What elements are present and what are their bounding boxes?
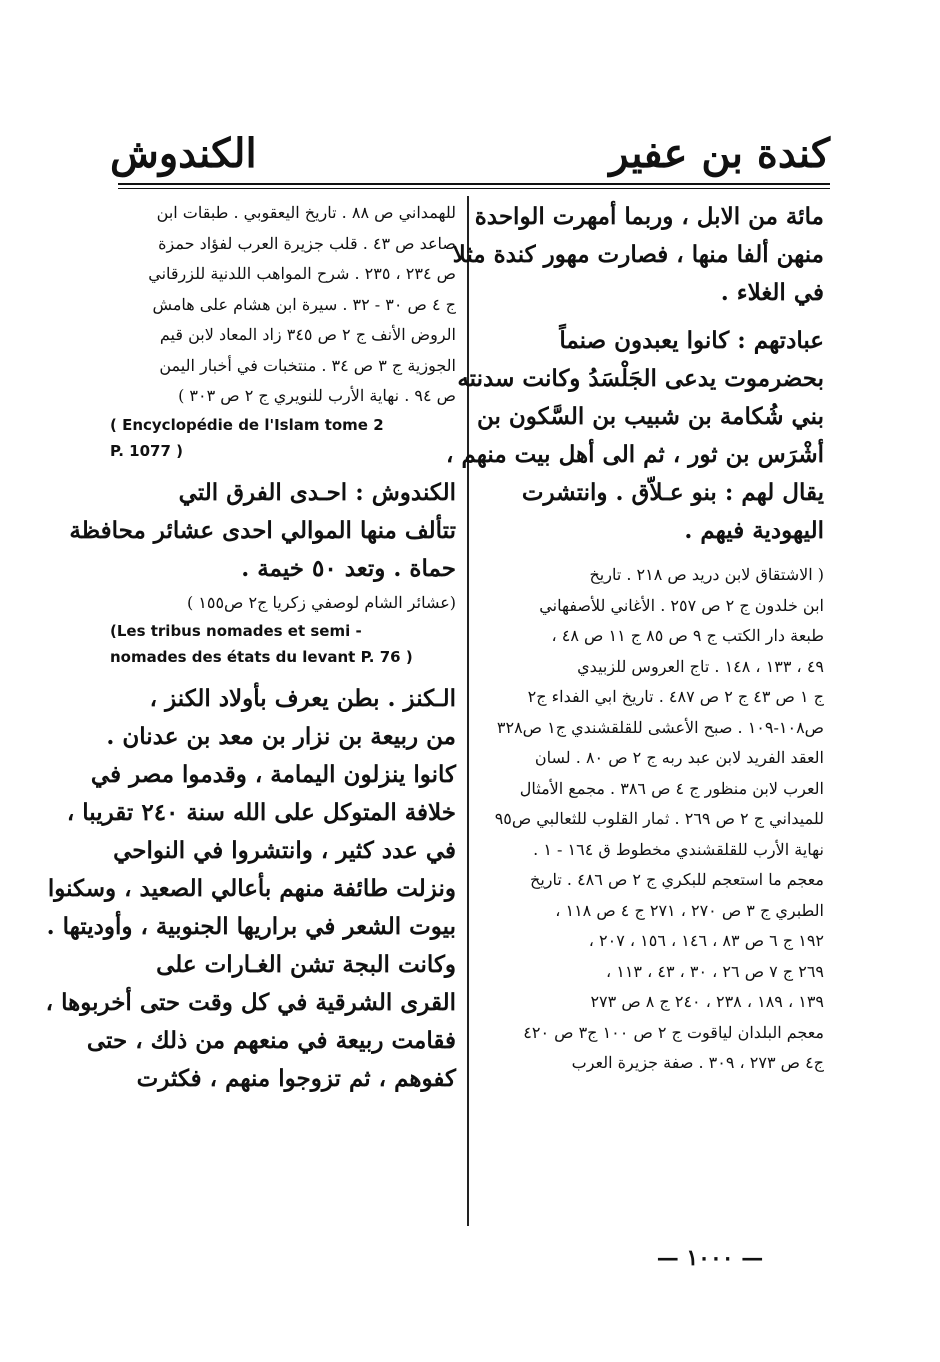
reference-line: ١٣٩ ، ١٨٩ ، ٢٣٨ ، ٢٤٠ ج ٨ ص ٢٧٣ bbox=[590, 992, 824, 1011]
text-line: في الغلاء . bbox=[720, 279, 824, 306]
reference-line: نهاية الأرب للقلقشندي مخطوط ق ١٦٤ - ١ . bbox=[533, 839, 824, 859]
page-number: — ١٠٠٠ — bbox=[656, 1245, 764, 1271]
reference-line: ٢٦٩ ج ٧ ص ٢٦ ، ٣٠ ، ٤٣ ، ١١٣ ، bbox=[605, 961, 824, 981]
reference-line: ابن خلدون ج ٢ ص ٢٥٧ . الأغاني للأصفهاني bbox=[539, 595, 824, 615]
text-line: ونزلت طائفة منهم بأعالي الصعيد ، وسكنوا bbox=[47, 875, 456, 902]
reference-line: صاعد ص ٤٣ . قلب جزيرة العرب لفؤاد حمزة bbox=[158, 233, 456, 253]
text-line: كانوا ينزلون اليمامة ، وقدموا مصر في bbox=[90, 761, 456, 788]
running-head-left-title: الكندوش bbox=[110, 130, 257, 177]
text-line: بني شُكامة بن شبيب بن السَّكون بن bbox=[476, 403, 824, 430]
left-column bbox=[45, 198, 456, 1098]
text-line: من ربيعة بن نزار بن معد بن عدنان . bbox=[106, 723, 456, 750]
text-line: فقامت ربيعة في منعهم من ذلك ، حتى bbox=[86, 1027, 456, 1054]
reference-line: ١٩٢ ج ٦ ص ٨٣ ، ١٤٦ ، ١٥٦ ، ٢٠٧ ، bbox=[588, 931, 824, 950]
text-line: وكانت البجة تشن الغـارات على bbox=[156, 951, 456, 978]
text-line: يقال لهم : بنو عـلاّق . وانتشرت bbox=[521, 479, 824, 506]
text-line: كفوهم ، ثم تزوجوا منهم ، فكثرت bbox=[136, 1065, 456, 1092]
latin-reference-line: (Les tribus nomades et semi - bbox=[110, 622, 362, 640]
reference-line: ج ١ ص ٤٣ ج ٢ ص ٤٨٧ . تاريخ ابي الفداء ج٢ bbox=[527, 687, 824, 706]
latin-reference-line: P. 1077 ) bbox=[110, 441, 183, 460]
text-line: تتألف منها الموالي احدى عشائر محافظة bbox=[69, 516, 456, 544]
entry-kanz bbox=[45, 680, 456, 1098]
entry-heading-line: الـكنز . بطن يعرف بأولاد الكنز ، bbox=[149, 685, 456, 712]
latin-reference-encyclopedie bbox=[110, 412, 456, 464]
header-rule-thin bbox=[118, 188, 830, 189]
text-line: بحضرموت يدعى الجَلْسَدُ وكانت سدنته bbox=[457, 365, 824, 392]
latin-reference-line: ( Encyclopédie de l'Islam tome 2 bbox=[110, 415, 384, 434]
reference-line: الجوزية ج ٣ ص ٣٤ . منتخبات في أخبار اليمن bbox=[159, 355, 456, 375]
text-line: اليهودية فيهم . bbox=[684, 517, 824, 544]
right-column bbox=[446, 198, 824, 1079]
text-line: بيوت الشعر في براريها الجنوبية ، وأوديتها . bbox=[46, 913, 456, 940]
reference-line: العرب لابن منظور ج ٤ ص ٣٨٦ . مجمع الأمثال bbox=[519, 778, 824, 798]
reference-line: ج٤ ص ٢٧٣ ، ٣٠٩ . صفة جزيرة العرب bbox=[571, 1053, 824, 1072]
reference-line: (عشائر الشام لوصفي زكريا ج٢ ص١٥٥ ) bbox=[186, 592, 456, 612]
reference-line: للهمداني ص ٨٨ . تاريخ اليعقوبي . طبقات ابن bbox=[156, 203, 456, 222]
text-line: في عدد كثير ، وانتشروا في النواحي bbox=[113, 837, 456, 864]
entry-heading-line: الكندوش : احـدى الفرق التي bbox=[178, 478, 456, 506]
references-block bbox=[478, 560, 824, 1079]
text-line: مائة من الابل ، وربما أمهرت الواحدة bbox=[474, 203, 824, 230]
reference-line: الروض الأنف ج ٢ ص ٣٤٥ زاد المعاد لابن قيم bbox=[159, 325, 456, 344]
reference-line: معجم ما استعجم للبكري ج ٢ ص ٤٨٦ . تاريخ bbox=[529, 870, 824, 889]
reference-line: ( الاشتقاق لابن دريد ص ٢١٨ . تاريخ bbox=[589, 565, 824, 584]
header-rule-thick bbox=[118, 183, 830, 185]
text-line: منهن ألفا منها ، فصارت مهور كندة مثلا bbox=[452, 241, 824, 268]
reference-line: ص ٢٣٤ ، ٢٣٥ . شرح المواهب اللدنية للزرقاني bbox=[148, 264, 456, 283]
reference-line: ج ٤ ص ٣٠ - ٣٢ . سيرة ابن هشام على هامش bbox=[152, 294, 456, 314]
references-continued bbox=[110, 198, 456, 412]
paragraph-dowry bbox=[452, 198, 824, 312]
latin-reference-line: nomades des états du levant P. 76 ) bbox=[110, 648, 413, 666]
text-line: خلافة المتوكل على الله سنة ٢٤٠ تقريبا ، bbox=[66, 799, 456, 826]
reference-line: ص ٩٤ . نهاية الأرب للنويري ج ٢ ص ٣٠٣ ) bbox=[178, 386, 456, 405]
latin-reference-tribus bbox=[110, 618, 456, 670]
reference-line: ٤٩ ، ١٣٣ ، ١٤٨ . تاج العروس للزبيدي bbox=[577, 656, 824, 676]
text-line: عبادتهم : كانوا يعبدون صنماً bbox=[559, 327, 824, 354]
reference-line: العقد الفريد لابن عبد ربه ج ٢ ص ٨٠ . لسان bbox=[534, 748, 824, 767]
paragraph-worship bbox=[446, 322, 824, 550]
reference-line: معجم البلدان لياقوت ج ٢ ص ١٠٠ ج٣ ص ٤٢٠ bbox=[523, 1022, 824, 1042]
text-line: أشْرَس بن ثور ، ثم الى أهل بيت منهم ، bbox=[446, 441, 824, 468]
text-line: حماة . وتعد ٥٠ خيمة . bbox=[241, 554, 456, 582]
running-head-right-title: كندة بن عفير bbox=[609, 130, 830, 177]
running-head bbox=[110, 130, 830, 180]
reference-line: الطبري ج ٣ ص ٢٧٠ ، ٢٧١ ج ٤ ص ١١٨ ، bbox=[555, 900, 824, 920]
reference-line: للميداني ج ٢ ص ٢٦٩ . ثمار القلوب للثعالبي ص٩٥ bbox=[494, 809, 824, 828]
entry-kanadish bbox=[69, 474, 456, 588]
column-divider bbox=[467, 196, 469, 1226]
reference-line: طبعة دار الكتب ج ٩ ص ٨٥ ج ١١ ص ٤٨ ، bbox=[551, 626, 824, 645]
text-line: القرى الشرقية في كل وقت حتى أخربوها ، bbox=[45, 989, 456, 1016]
reference-line: ص١٠٨-١٠٩ . صبح الأعشى للقلقشندي ج١ ص٣٢٨ bbox=[496, 717, 824, 737]
